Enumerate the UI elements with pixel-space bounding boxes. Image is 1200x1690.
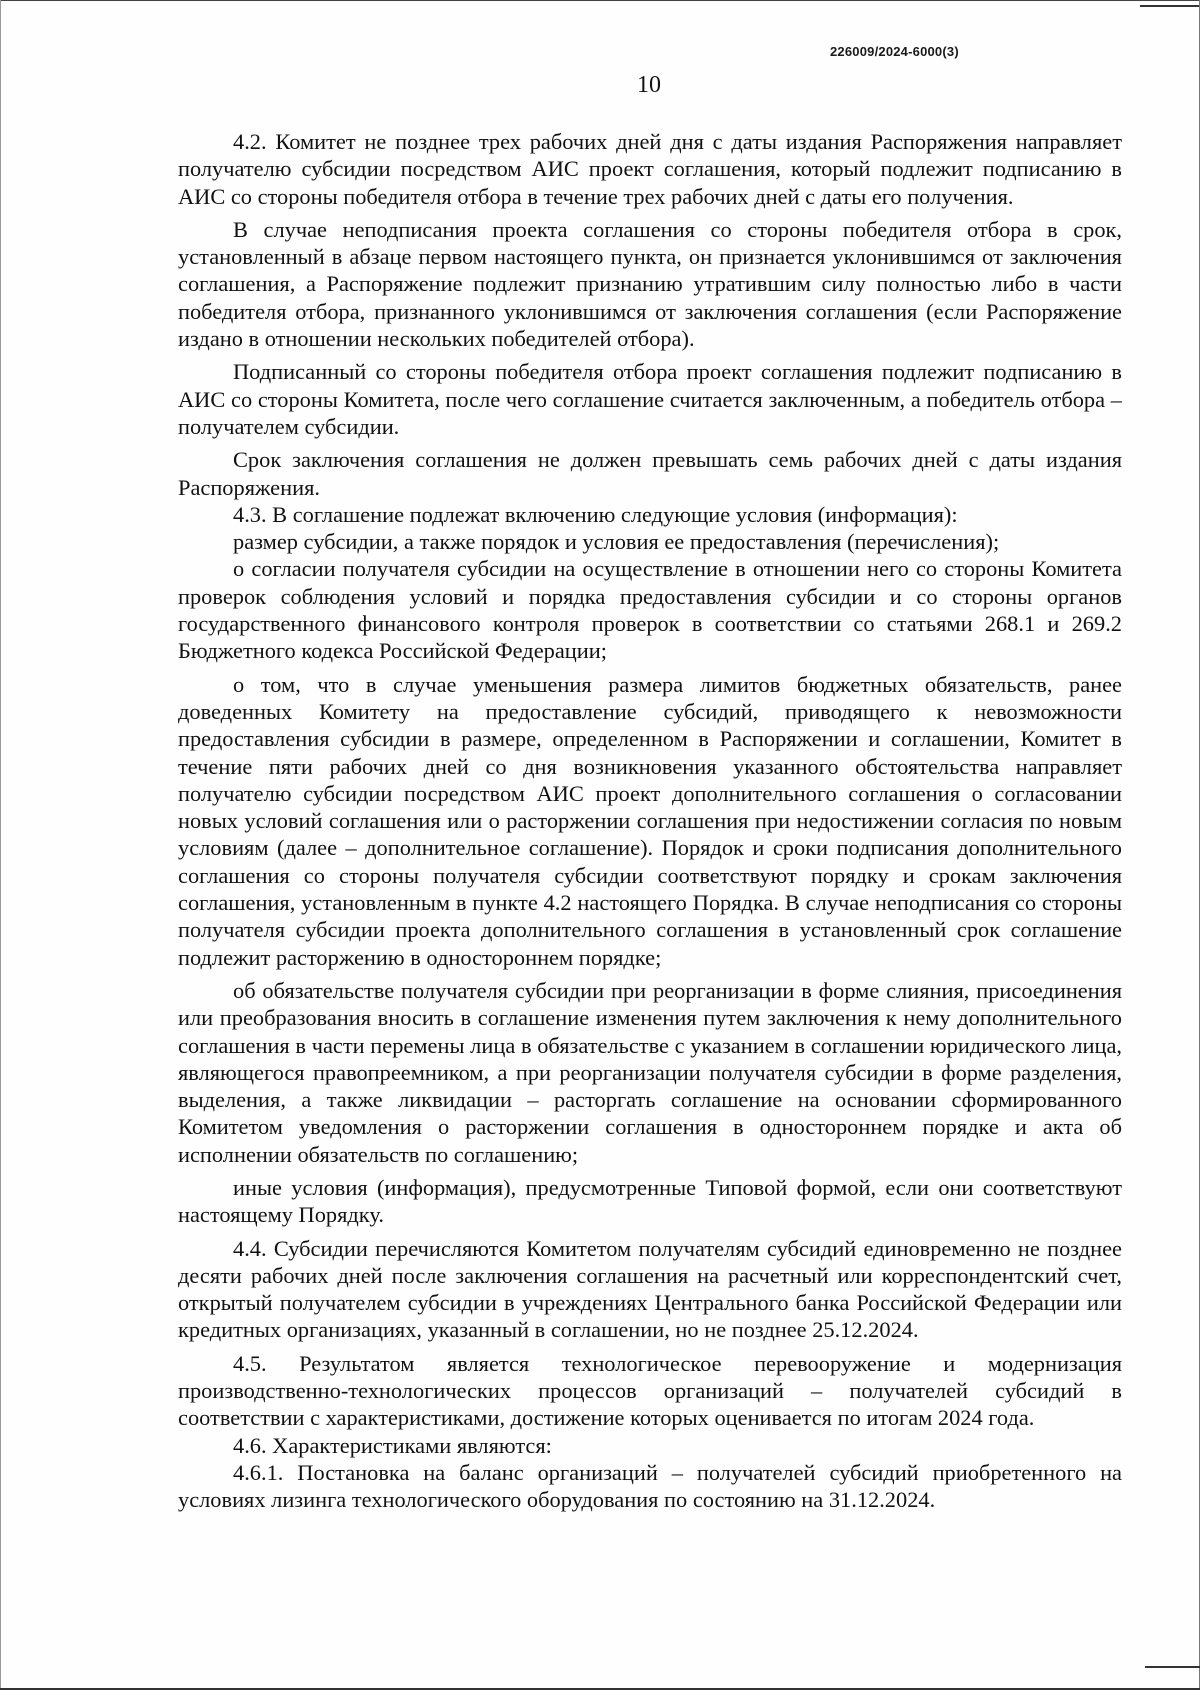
paragraph-limits: о том, что в случае уменьшения размера лимитов бюджетных обязательств, ранее доведенных Комитету на предоставление субсидий, приводящего к невозможности предоставления субсидии в размере, определенном в Распоряжении и соглашении, Комитет в течение пяти рабочих дней со дня возникновения указанного обстоятельства направляет получателю субсидии посредством АИС проект дополнительного соглашения о согласовании новых условий соглашения или о расторжении соглашения при недостижении согласия по новым условиям (далее – дополнительное соглашение). Порядок и сроки подписания дополнительного соглашения со стороны получателя субсидии соответствуют порядку и срокам заключения соглашения, установленным в пункте 4.2 настоящего Порядка. В случае неподписания со стороны получателя субсидии проекта дополнительного соглашения в установленный срок соглашение подлежит расторжению в одностороннем порядке; [178, 671, 1122, 970]
scan-edge-top-right [1140, 5, 1200, 7]
paragraph-other-conditions: иные условия (информация), предусмотренные Типовой формой, если они соответствуют настоящему Порядку. [178, 1174, 1122, 1228]
paragraph-consent: о согласии получателя субсидии на осуществление в отношении него со стороны Комитета проверок соблюдения условий и порядка предоставления субсидии и со стороны органов государственного финансового контроля проверок в соответствии со статьями 268.1 и 269.2 Бюджетного кодекса Российской Федерации; [178, 556, 1122, 664]
paragraph-reorganization: об обязательстве получателя субсидии при реорганизации в форме слияния, присоединения или преобразования вносить в соглашение изменения путем заключения к нему дополнительного соглашения в части перемены лица в обязательстве с указанием в соглашении юридического лица, являющегося правопреемником, а при реорганизации получателя субсидии в форме разделения, выделения, а также ликвидации – расторгать соглашение на основании сформированного Комитетом уведомления о расторжении соглашения в одностороннем порядке и акта об исполнении обязательств по соглашению; [178, 977, 1122, 1167]
scan-edge-top [0, 0, 1200, 1]
paragraph-4-5: 4.5. Результатом является технологическое перевооружение и модернизация производственно-технологических процессов организаций – получателей субсидий в соответствии с характеристиками, достижение которых оценивается по итогам 2024 года. [178, 1350, 1122, 1431]
scan-edge-bottom-right [1145, 1666, 1200, 1668]
paragraph-non-signing: В случае неподписания проекта соглашения со стороны победителя отбора в срок, установленный в абзаце первом настоящего пункта, он признается уклонившимся от заключения соглашения, а Распоряжение подлежит признанию утратившим силу полностью либо в части победителя отбора, признанного уклонившимся от заключения соглашения (если Распоряжение издано в отношении нескольких победителей отбора). [178, 216, 1122, 352]
paragraph-4-4: 4.4. Субсидии перечисляются Комитетом получателям субсидий единовременно не позднее десяти рабочих дней после заключения соглашения на расчетный или корреспондентский счет, открытый получателем субсидии в учреждениях Центрального банка Российской Федерации или кредитных организациях, указанный в соглашении, но не позднее 25.12.2024. [178, 1235, 1122, 1343]
paragraph-4-6-1: 4.6.1. Постановка на баланс организаций – получателей субсидий приобретенного на условиях лизинга технологического оборудования по состоянию на 31.12.2024. [178, 1459, 1122, 1513]
paragraph-4-2: 4.2. Комитет не позднее трех рабочих дней дня с даты издания Распоряжения направляет получателю субсидии посредством АИС проект соглашения, который подлежит подписанию в АИС со стороны победителя отбора в течение трех рабочих дней с даты его получения. [178, 129, 1122, 209]
page-number: 10 [637, 72, 661, 98]
paragraph-4-6: 4.6. Характеристиками являются: [233, 1432, 552, 1458]
scan-edge-left [0, 0, 1, 1690]
document-id: 226009/2024-6000(3) [830, 44, 959, 59]
paragraph-4-3: 4.3. В соглашение подлежат включению следующие условия (информация): [233, 501, 958, 527]
document-body [178, 128, 1122, 1514]
paragraph-term: Срок заключения соглашения не должен превышать семь рабочих дней с даты издания Распоряжения. [178, 447, 1122, 500]
paragraph-subsidy-size: размер субсидии, а также порядок и условия ее предоставления (перечисления); [233, 529, 1000, 555]
paragraph-signed-project: Подписанный со стороны победителя отбора проект соглашения подлежит подписанию в АИС со стороны Комитета, после чего соглашение считается заключенным, а победитель отбора – получателем субсидии. [178, 359, 1122, 439]
